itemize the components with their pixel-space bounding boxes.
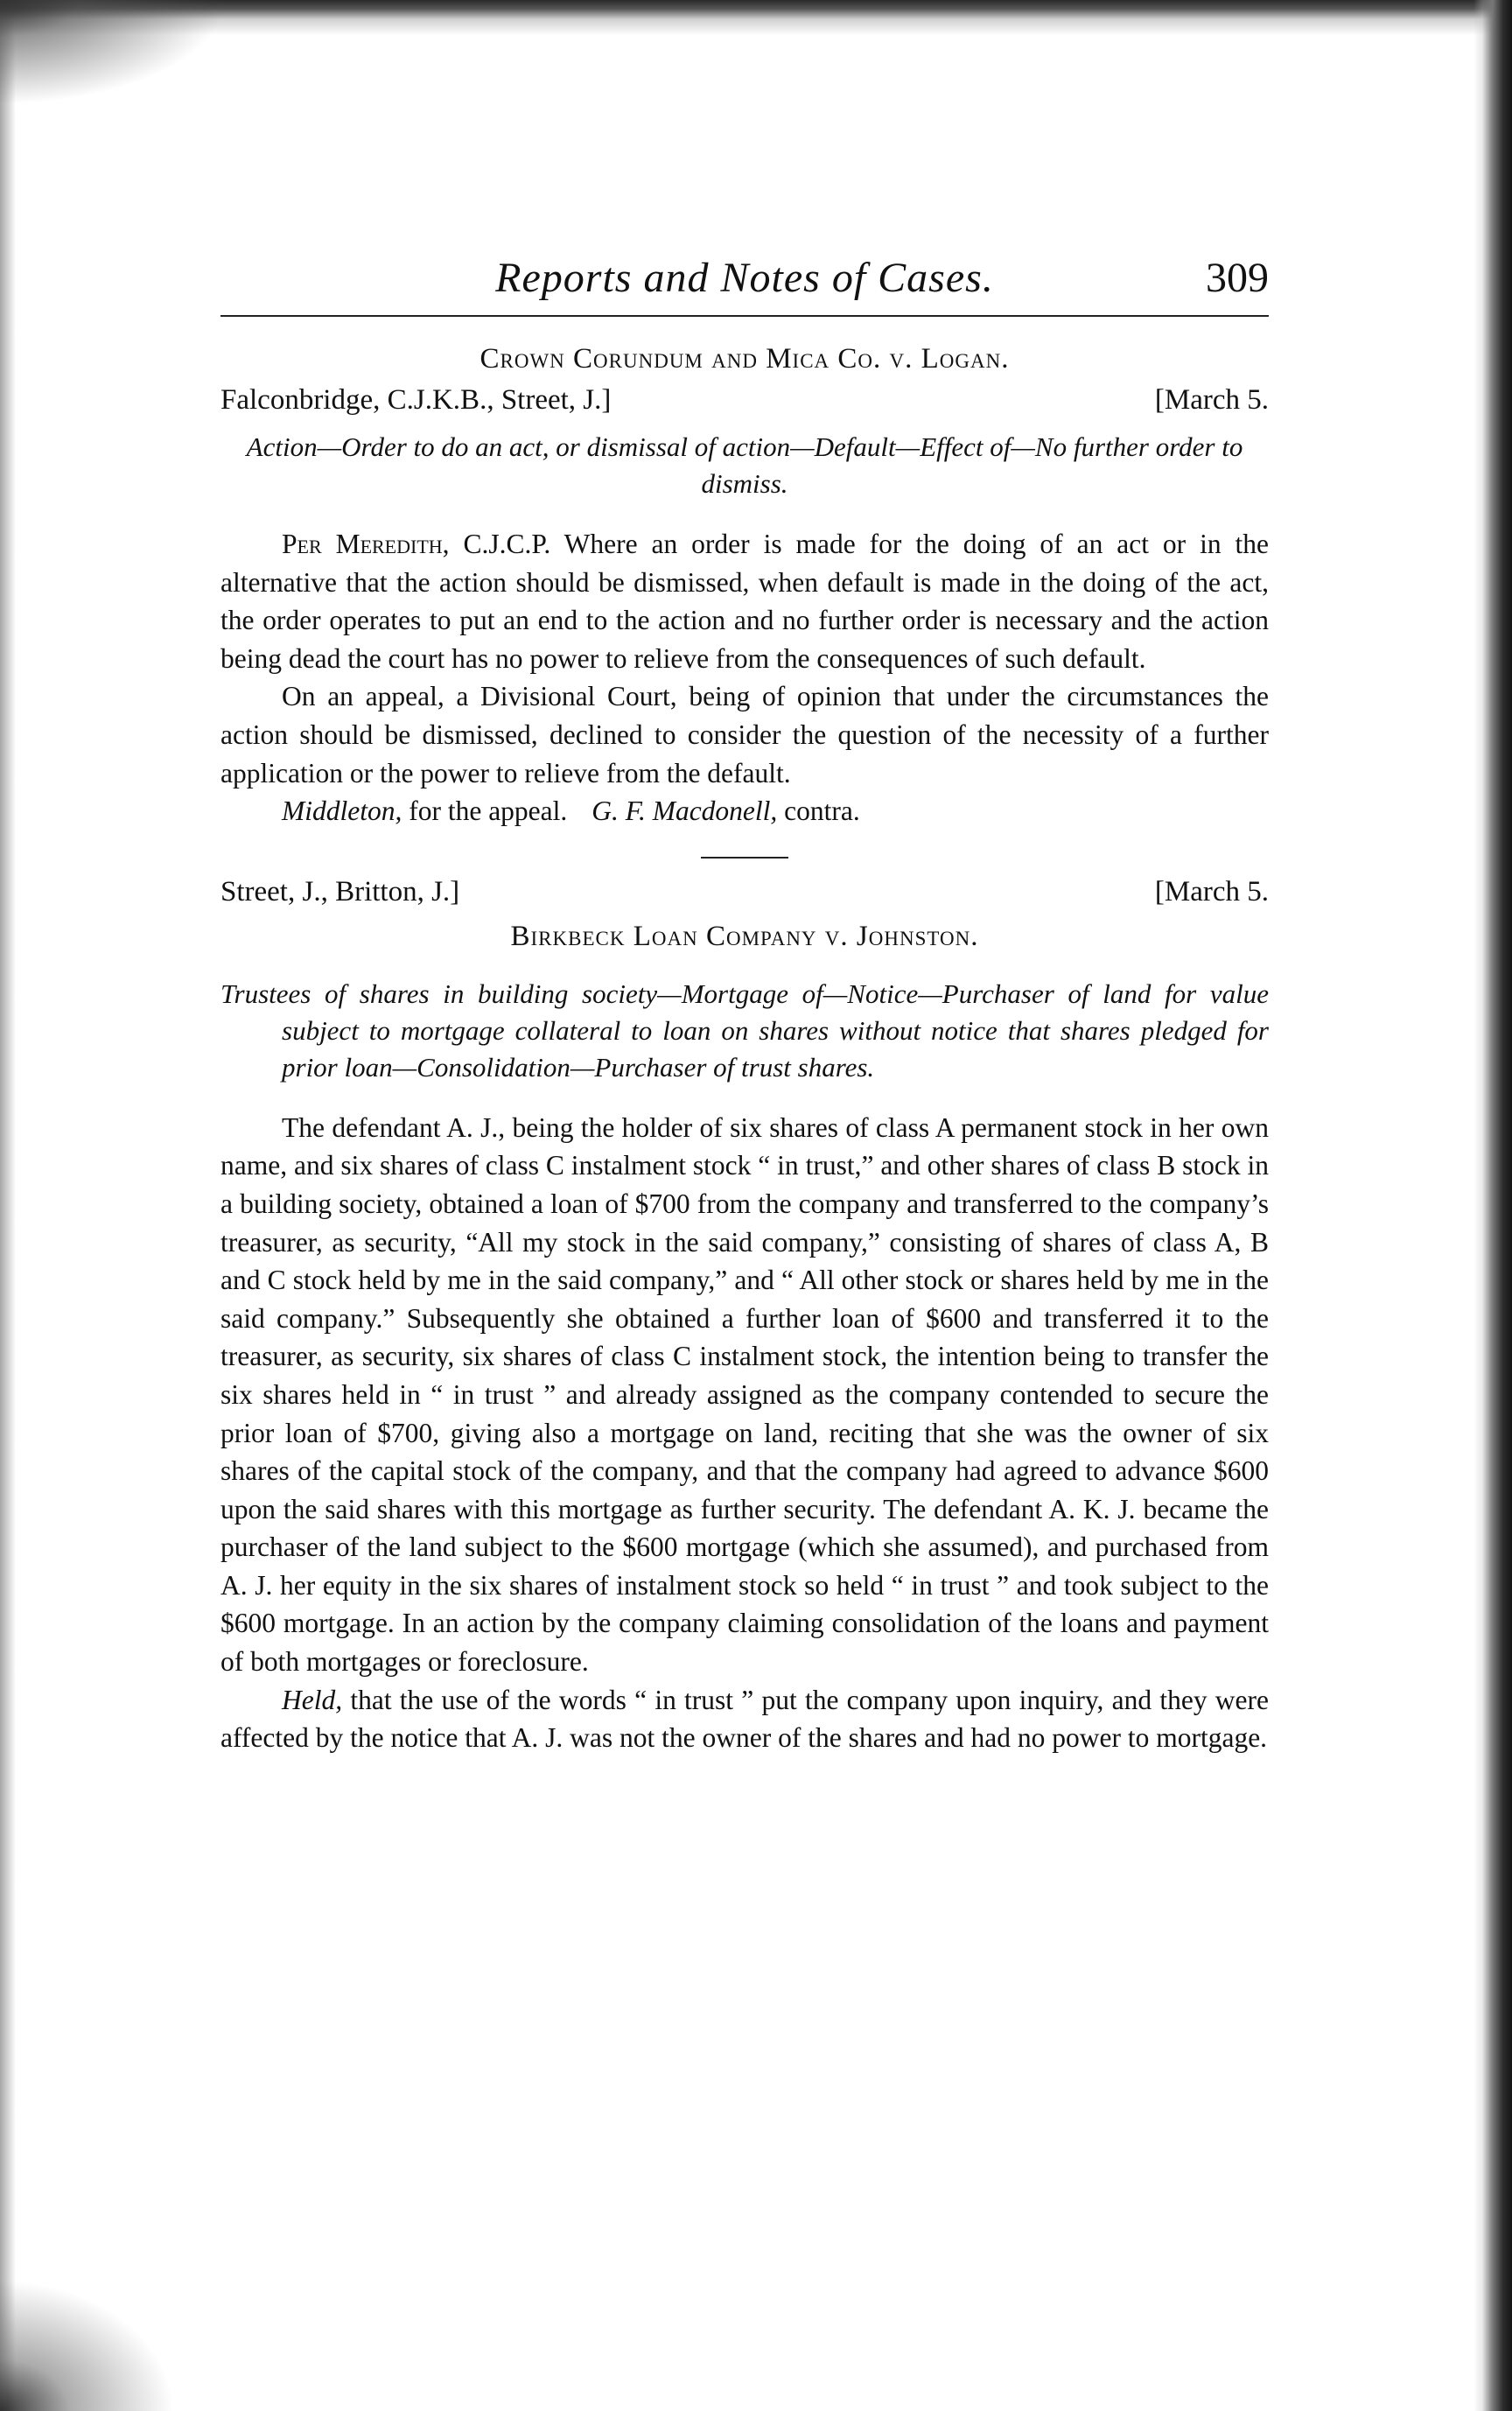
case-2-title: Birkbeck Loan Company v. Johnston. <box>510 920 979 952</box>
scan-shadow-right <box>1474 0 1512 2411</box>
case-1-counsel <box>220 792 1269 831</box>
case-2-paragraph-1: The defendant A. J., being the holder of six shares of class A permanent stock in her own name, and six shares of class C instalment stock “ in trust,” and other shares of class B stock in a building society, obtained a loan of $700 from the company and transferred to the company’s treasurer, as security, “All my stock in the said company,” consisting of shares of class A, B and C stock held by me in the said company,” and “ All other stock or shares held by me in the said company.” Subsequently she obtained a further loan of $600 and transferred it to the treasurer, as security, six shares of class C instalment stock, the intention being to transfer the six shares held in “ in trust ” and already assigned as the company contended to secure the prior loan of $700, giving also a mortgage on land, reciting that she was the owner of six shares of the capital stock of the company, and that the company had agreed to advance $600 upon the said shares with this mortgage as further security. The defendant A. K. J. became the purchaser of the land subject to the $600 mortgage (which she assumed), and purchased from A. J. her equity in the six shares of instalment stock so held “ in trust ” and took subject to the $600 mortgage. In an action by the company claiming consolidation of the loans and payment of both mortgages or foreclosure. <box>220 1111 1269 1678</box>
case-1-paragraph-1 <box>220 525 1269 677</box>
case-1 <box>220 343 1269 831</box>
counsel-appellant-name: Middleton, <box>282 795 402 827</box>
case-2-date: [March 5. <box>1154 875 1269 908</box>
case-2-holding <box>220 1681 1269 1757</box>
counsel-appellant-role: for the appeal. <box>402 795 568 827</box>
case-2-judges: Street, J., Britton, J.] <box>220 875 460 908</box>
counsel-respondent-name: G. F. Macdonell, <box>592 795 778 827</box>
running-head <box>220 245 1269 317</box>
case-2 <box>220 876 1269 1757</box>
case-1-date: [March 5. <box>1154 384 1269 416</box>
scan-corner-bottom-left <box>0 2280 175 2411</box>
scan-corner-top-left <box>0 0 228 105</box>
running-title: Reports and Notes of Cases. <box>495 255 994 301</box>
case-1-judges: Falconbridge, C.J.K.B., Street, J.] <box>220 384 612 416</box>
case-1-paragraph-1-text: Where an order is made for the doing of an act or in the alternative that the action should be dismissed, when default is made in the doing of the act, the order operates to put an end to the action and no further order is necessary and the action being dead the court has no power to relieve from the consequences of such default. <box>220 529 1269 674</box>
case-2-headnote: Trustees of shares in building society—Mortgage of—Notice—Purchaser of land for value subject to mortgage collateral to loan on shares without notice that shares pledged for prior loan—Consolidation—Purchaser of trust shares. <box>220 978 1269 1083</box>
scan-shadow-left <box>0 0 16 2411</box>
case-1-title: Crown Corundum and Mica Co. v. Logan. <box>480 343 1010 375</box>
case-1-headnote: Action—Order to do an act, or dismissal of action—Default—Effect of—No further order to dismiss. <box>246 431 1243 499</box>
case-2-bench-line <box>220 876 1269 908</box>
case-divider <box>701 857 788 859</box>
held-word: Held, <box>282 1684 343 1715</box>
page <box>220 245 1269 1757</box>
case-1-bench-line <box>220 384 1269 417</box>
counsel-respondent-role: contra. <box>777 795 860 827</box>
case-1-per-judge: Per Meredith, C.J.C.P. <box>282 529 551 559</box>
held-text: that the use of the words “ in trust ” put the company upon inquiry, and they were affected by the notice that A. J. was not the owner of the shares and had no power to mortgage. <box>220 1684 1269 1754</box>
case-1-paragraph-2: On an appeal, a Divisional Court, being of opinion that under the circumstances the action should be dismissed, declined to consider the question of the necessity of a further application or the power to relieve from the default. <box>220 681 1269 788</box>
page-number: 309 <box>1206 255 1269 301</box>
